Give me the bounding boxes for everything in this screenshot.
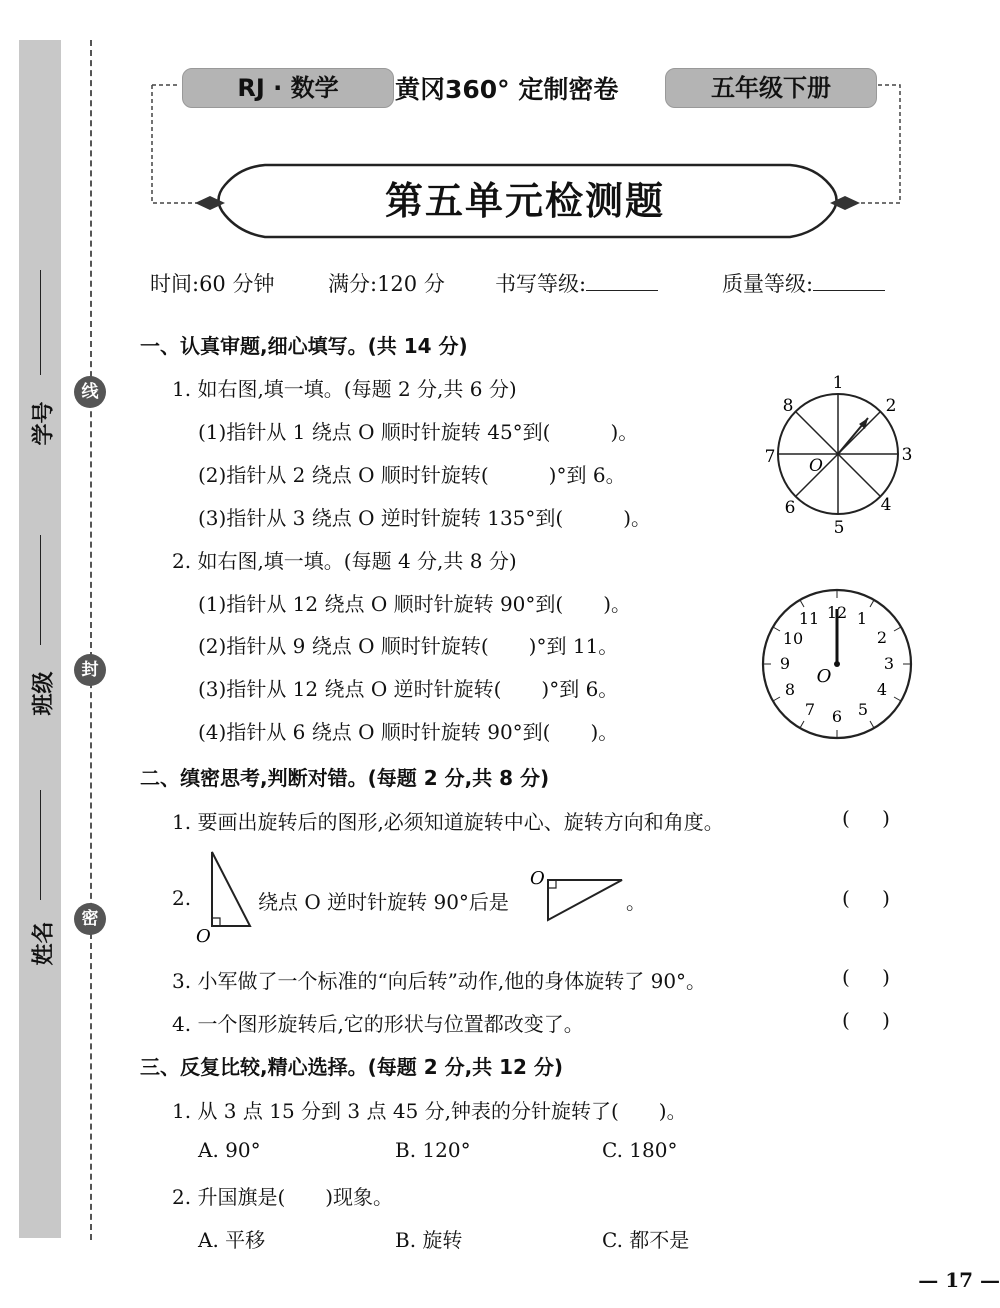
answer-paren[interactable]: ( ): [842, 965, 890, 989]
name-line: [40, 790, 41, 900]
question-1-1-stem: 1. 如右图,填一填。(每题 2 分,共 6 分): [172, 377, 517, 401]
choice-option-c[interactable]: C. 180°: [602, 1138, 678, 1162]
dial-number: 5: [833, 518, 845, 538]
page-title: 第五单元检测题: [384, 178, 665, 223]
dial-center-label: O: [809, 456, 823, 476]
quality-grade: [722, 268, 885, 298]
choice-option-b[interactable]: B. 旋转: [395, 1228, 463, 1252]
rotated-triangle: [528, 864, 628, 924]
question-1-1-item[interactable]: (3)指针从 3 绕点 O 逆时针旋转 135°到( )。: [198, 506, 652, 530]
original-triangle: [192, 846, 262, 946]
series-name: 黄冈360° 定制密卷: [395, 75, 619, 104]
choice-option-b[interactable]: B. 120°: [395, 1138, 471, 1162]
writing-grade-blank[interactable]: [586, 272, 658, 291]
question-1-1-item[interactable]: (2)指针从 2 绕点 O 顺时针旋转( )°到 6。: [198, 463, 626, 487]
clock-number: 5: [857, 700, 869, 719]
question-1-2-item[interactable]: (2)指针从 9 绕点 O 顺时针旋转( )°到 11。: [198, 634, 619, 658]
page-number: — 17 —: [918, 1268, 1000, 1292]
dial-number: 4: [880, 495, 892, 515]
question-1-2-item[interactable]: (1)指针从 12 绕点 O 顺时针旋转 90°到( )。: [198, 592, 632, 616]
clock-number: 9: [779, 654, 791, 673]
dial-number: 3: [901, 445, 913, 465]
class-label: 班级: [31, 671, 57, 716]
answer-paren[interactable]: ( ): [842, 886, 890, 910]
clock-number: 4: [876, 680, 888, 699]
clock-number: 6: [831, 707, 843, 726]
writing-grade-label: 书写等级:: [495, 272, 587, 296]
clock-number: 11: [798, 609, 820, 628]
section-2-heading: 二、缜密思考,判断对错。(每题 2 分,共 8 分): [140, 766, 550, 790]
clock-number: 7: [804, 700, 816, 719]
clock-number: 8: [784, 680, 796, 699]
choice-question-stem: 1. 从 3 点 15 分到 3 点 45 分,钟表的分针旋转了( )。: [172, 1099, 687, 1123]
grade-pill: 五年级下册: [665, 68, 877, 108]
subject-pill: RJ · 数学: [182, 68, 394, 108]
judgment-item: 4. 一个图形旋转后,它的形状与位置都改变了。: [172, 1012, 584, 1036]
dial-number: 8: [782, 396, 794, 416]
clock-number: 12: [826, 603, 848, 622]
choice-option-c[interactable]: C. 都不是: [602, 1228, 690, 1252]
judgment-item: 2.: [172, 886, 192, 910]
clock-figure: [758, 585, 916, 743]
seal-secret: 密: [74, 903, 106, 935]
question-1-2-item[interactable]: (3)指针从 12 绕点 O 逆时针旋转( )°到 6。: [198, 677, 619, 701]
clock-number: 10: [782, 629, 804, 648]
cut-line: [90, 40, 92, 1240]
point-o-label: O: [530, 868, 545, 889]
point-o-label: O: [196, 926, 211, 946]
dial-number: 2: [885, 396, 897, 416]
time-info: 时间:60 分钟: [150, 272, 275, 296]
judgment-item: 1. 要画出旋转后的图形,必须知道旋转中心、旋转方向和角度。: [172, 810, 724, 834]
dial-number: 7: [764, 447, 776, 467]
student-id-label: 学号: [31, 401, 57, 446]
seal-line: 线: [74, 376, 106, 408]
dial-figure: [755, 368, 920, 540]
full-score: 满分:120 分: [328, 272, 445, 296]
choice-option-a[interactable]: A. 平移: [198, 1228, 266, 1252]
writing-grade: [495, 268, 658, 298]
quality-grade-blank[interactable]: [813, 272, 885, 291]
dial-number: 6: [784, 498, 796, 518]
clock-number: 2: [876, 628, 888, 647]
section-3-heading: 三、反复比较,精心选择。(每题 2 分,共 12 分): [140, 1055, 564, 1079]
clock-center-label: O: [816, 666, 832, 687]
dial-number: 1: [832, 373, 844, 393]
choice-option-a[interactable]: A. 90°: [198, 1138, 261, 1162]
judgment-item-end: 。: [626, 890, 646, 914]
seal-seal: 封: [74, 654, 106, 686]
clock-number: 3: [883, 654, 895, 673]
choice-question-stem: 2. 升国旗是( )现象。: [172, 1185, 394, 1209]
question-1-1-item[interactable]: (1)指针从 1 绕点 O 顺时针旋转 45°到( )。: [198, 420, 639, 444]
answer-paren[interactable]: ( ): [842, 1008, 890, 1032]
answer-paren[interactable]: ( ): [842, 806, 890, 830]
section-1-heading: 一、认真审题,细心填写。(共 14 分): [140, 334, 468, 358]
name-label: 姓名: [31, 921, 57, 966]
judgment-item-text: 绕点 O 逆时针旋转 90°后是: [258, 890, 509, 914]
question-1-2-item[interactable]: (4)指针从 6 绕点 O 顺时针旋转 90°到( )。: [198, 720, 619, 744]
quality-grade-label: 质量等级:: [722, 272, 814, 296]
question-1-2-stem: 2. 如右图,填一填。(每题 4 分,共 8 分): [172, 549, 517, 573]
clock-number: 1: [856, 609, 868, 628]
student-id-line: [40, 270, 41, 375]
class-line: [40, 535, 41, 645]
judgment-item: 3. 小军做了一个标准的“向后转”动作,他的身体旋转了 90°。: [172, 969, 707, 993]
